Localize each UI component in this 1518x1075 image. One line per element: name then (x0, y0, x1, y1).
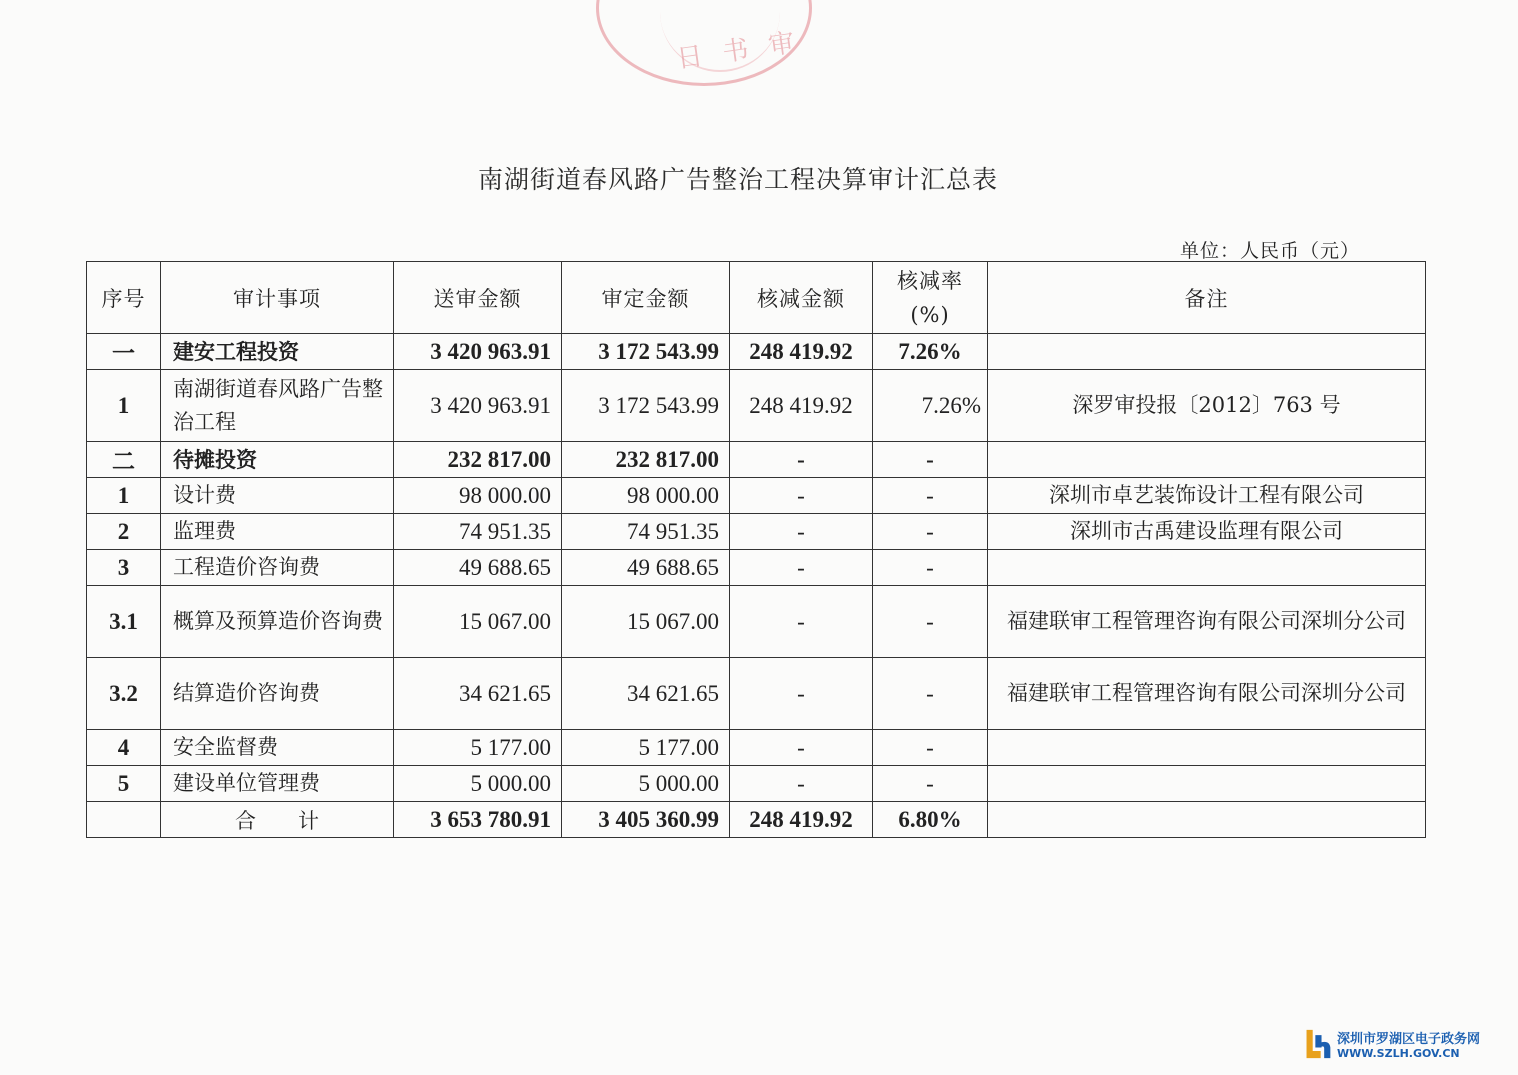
cell-remark: 深圳市古禹建设监理有限公司 (988, 514, 1426, 550)
cell-seq: 4 (87, 730, 161, 766)
currency-unit: 单位：人民币（元） (1180, 240, 1361, 262)
cell-reduction: - (730, 514, 873, 550)
cell-reduction: - (730, 550, 873, 586)
cell-submitted: 49 688.65 (394, 550, 562, 586)
header-approved: 审定金额 (562, 262, 730, 334)
cell-submitted: 3 420 963.91 (394, 334, 562, 370)
site-name: 深圳市罗湖区电子政务网 (1337, 1032, 1481, 1047)
cell-submitted: 15 067.00 (394, 586, 562, 658)
cell-item: 建设单位管理费 (161, 766, 394, 802)
cell-item: 概算及预算造价咨询费 (161, 586, 394, 658)
header-item: 审计事项 (161, 262, 394, 334)
cell-reduction: - (730, 478, 873, 514)
site-url: WWW.SZLH.GOV.CN (1337, 1047, 1460, 1060)
cell-remark (988, 730, 1426, 766)
page-title: 南湖街道春风路广告整治工程决算审计汇总表 (477, 165, 998, 194)
table-row (87, 730, 1426, 766)
cell-reduction: - (730, 766, 873, 802)
cell-seq: 二 (87, 442, 161, 478)
cell-approved: 15 067.00 (562, 586, 730, 658)
header-submitted: 送审金额 (394, 262, 562, 334)
cell-seq: 2 (87, 514, 161, 550)
table-row (87, 514, 1426, 550)
total-label: 合 计 (161, 802, 394, 838)
cell-item: 安全监督费 (161, 730, 394, 766)
cell-rate: - (873, 442, 988, 478)
table-row (87, 550, 1426, 586)
header-rate-line1: 核减率 (897, 268, 963, 293)
cell-approved: 3 172 543.99 (562, 370, 730, 442)
cell-remark (988, 334, 1426, 370)
header-seq: 序号 (87, 262, 161, 334)
cell-reduction: 248 419.92 (730, 334, 873, 370)
cell-remark (988, 442, 1426, 478)
cell-seq (87, 802, 161, 838)
cell-remark: 深罗审投报〔2012〕763 号 (988, 370, 1426, 442)
cell-rate: 7.26% (873, 334, 988, 370)
table-row (87, 766, 1426, 802)
cell-submitted: 3 420 963.91 (394, 370, 562, 442)
cell-seq: 5 (87, 766, 161, 802)
cell-submitted: 232 817.00 (394, 442, 562, 478)
cell-remark (988, 766, 1426, 802)
cell-reduction: 248 419.92 (730, 370, 873, 442)
cell-approved: 34 621.65 (562, 658, 730, 730)
cell-reduction: - (730, 658, 873, 730)
cell-rate: - (873, 586, 988, 658)
cell-remark (988, 802, 1426, 838)
table-row (87, 442, 1426, 478)
cell-approved: 3 172 543.99 (562, 334, 730, 370)
cell-remark: 福建联审工程管理咨询有限公司深圳分公司 (988, 586, 1426, 658)
cell-seq: 3.2 (87, 658, 161, 730)
site-watermark (1303, 1026, 1480, 1062)
header-reduction: 核减金额 (730, 262, 873, 334)
cell-approved: 232 817.00 (562, 442, 730, 478)
cell-item: 监理费 (161, 514, 394, 550)
cell-seq: 3.1 (87, 586, 161, 658)
szlh-logo-icon (1303, 1026, 1333, 1062)
cell-reduction: - (730, 442, 873, 478)
cell-rate: - (873, 658, 988, 730)
cell-seq: 一 (87, 334, 161, 370)
cell-rate: 7.26% (873, 370, 988, 442)
cell-remark (988, 550, 1426, 586)
cell-remark: 深圳市卓艺装饰设计工程有限公司 (988, 478, 1426, 514)
cell-approved: 5 000.00 (562, 766, 730, 802)
cell-item: 结算造价咨询费 (161, 658, 394, 730)
cell-rate: - (873, 730, 988, 766)
cell-item: 工程造价咨询费 (161, 550, 394, 586)
cell-rate: - (873, 550, 988, 586)
cell-item: 建安工程投资 (161, 334, 394, 370)
cell-seq: 1 (87, 478, 161, 514)
header-remark: 备注 (988, 262, 1426, 334)
cell-submitted: 74 951.35 (394, 514, 562, 550)
header-rate (873, 262, 988, 334)
cell-item: 待摊投资 (161, 442, 394, 478)
table-row (87, 658, 1426, 730)
audit-summary-table (86, 261, 1426, 838)
cell-submitted: 5 000.00 (394, 766, 562, 802)
total-approved: 3 405 360.99 (562, 802, 730, 838)
total-reduction: 248 419.92 (730, 802, 873, 838)
cell-rate: - (873, 766, 988, 802)
table-row (87, 334, 1426, 370)
header-rate-line2: (%) (910, 302, 950, 327)
total-submitted: 3 653 780.91 (394, 802, 562, 838)
cell-rate: - (873, 514, 988, 550)
table-header-row (87, 262, 1426, 334)
table-row (87, 370, 1426, 442)
cell-item: 设计费 (161, 478, 394, 514)
table-row (87, 478, 1426, 514)
total-row (87, 802, 1426, 838)
cell-seq: 1 (87, 370, 161, 442)
cell-approved: 49 688.65 (562, 550, 730, 586)
cell-submitted: 34 621.65 (394, 658, 562, 730)
cell-reduction: - (730, 730, 873, 766)
cell-item: 南湖街道春风路广告整治工程 (161, 370, 394, 442)
cell-submitted: 5 177.00 (394, 730, 562, 766)
total-rate: 6.80% (873, 802, 988, 838)
cell-seq: 3 (87, 550, 161, 586)
cell-remark: 福建联审工程管理咨询有限公司深圳分公司 (988, 658, 1426, 730)
cell-reduction: - (730, 586, 873, 658)
cell-submitted: 98 000.00 (394, 478, 562, 514)
cell-rate: - (873, 478, 988, 514)
official-seal-text: 日 书 审 (674, 27, 803, 75)
table-row (87, 586, 1426, 658)
cell-approved: 98 000.00 (562, 478, 730, 514)
cell-approved: 74 951.35 (562, 514, 730, 550)
cell-approved: 5 177.00 (562, 730, 730, 766)
